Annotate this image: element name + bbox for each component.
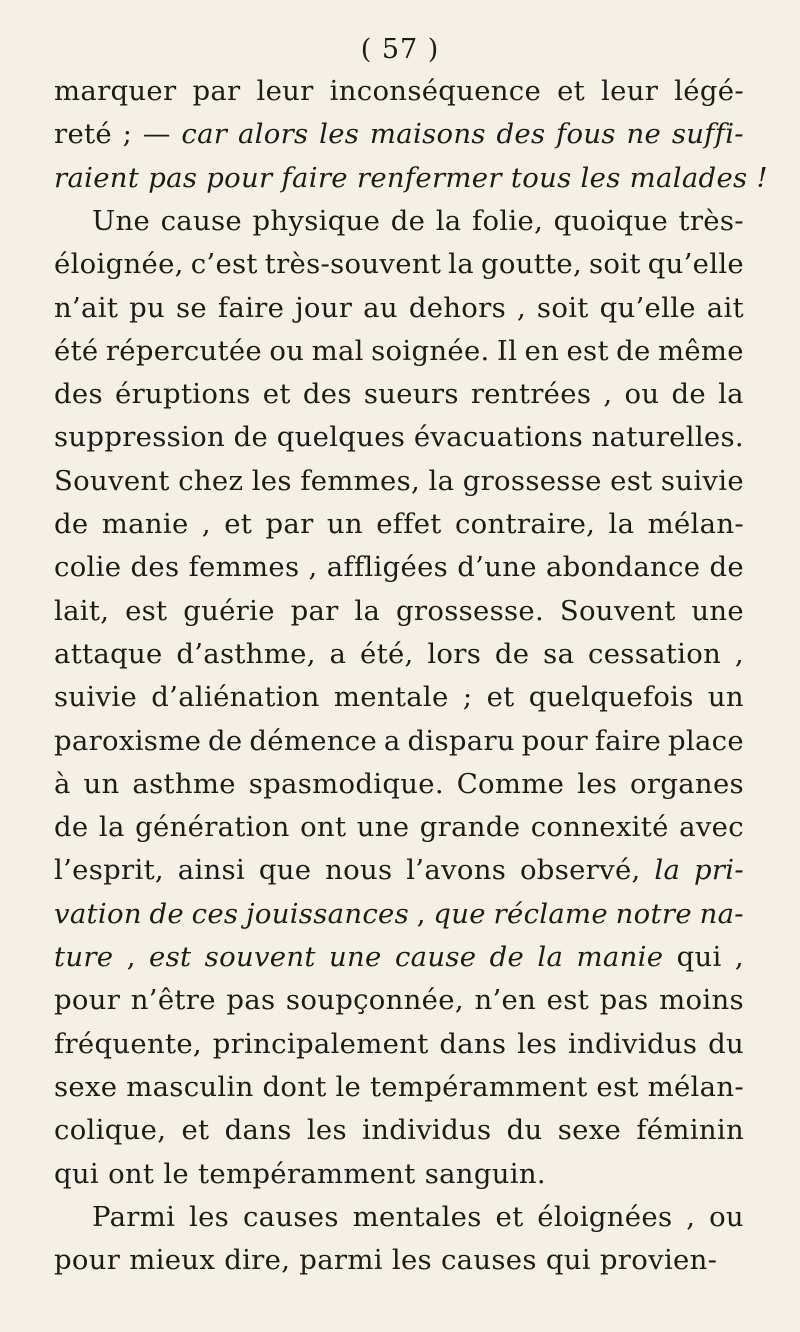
italic-word: car [181, 118, 228, 151]
italic-word: est [149, 941, 192, 973]
word: soignée. [371, 334, 490, 367]
word: effet [376, 508, 442, 540]
word: et [486, 681, 515, 714]
word: de [671, 378, 706, 411]
word: au [363, 291, 398, 324]
word: pour [521, 724, 588, 757]
word: dans [224, 1114, 292, 1147]
word: que [258, 854, 312, 887]
italic-word: notre [615, 897, 692, 930]
italic-word: raient [54, 161, 149, 194]
italic-word: la [654, 854, 681, 887]
italic-word: na- [699, 897, 744, 930]
word: tempéramment [198, 1157, 425, 1190]
word: fréquente, [54, 1027, 202, 1060]
italic-word: malades [629, 161, 757, 194]
word: individus [362, 1114, 492, 1147]
word: tempéramment [369, 1070, 588, 1103]
word: mentale [333, 681, 449, 714]
text-line [54, 1114, 744, 1147]
word: la [608, 508, 635, 540]
word: grossesse. [395, 594, 545, 627]
word: une [691, 594, 744, 627]
italic-word: ! [756, 161, 768, 194]
word: disparu [407, 724, 515, 757]
word: attaque [54, 637, 163, 670]
word: a [383, 724, 401, 757]
word: , [516, 291, 526, 324]
word: le [335, 1070, 362, 1103]
word: Il [496, 334, 518, 367]
word: mal [311, 334, 364, 367]
italic-word: la [537, 941, 564, 973]
word: , [308, 551, 318, 584]
word: individus [567, 1027, 698, 1060]
word: des [302, 378, 352, 411]
word: été, [360, 637, 414, 670]
word: colique, [54, 1114, 167, 1147]
italic-word: réclame [493, 897, 609, 930]
word: pu [129, 291, 166, 324]
word: la [448, 248, 474, 281]
word: et [181, 1114, 210, 1147]
text-line [54, 248, 744, 281]
text-line [54, 291, 744, 324]
text-line [54, 1070, 744, 1103]
word: Une [92, 204, 151, 237]
word: contraire, [454, 508, 596, 540]
word: pour [54, 984, 121, 1017]
word: ont [300, 811, 347, 844]
word: colie [54, 551, 122, 584]
word: de [709, 551, 744, 584]
word: est [596, 1070, 639, 1103]
word: moins [659, 984, 744, 1017]
word: ; [122, 118, 133, 151]
word: les [189, 1200, 230, 1233]
word: place [667, 724, 744, 757]
text-line [54, 811, 744, 844]
word: femmes, [300, 464, 421, 497]
word: la [428, 464, 455, 497]
word: leur [256, 75, 314, 107]
word: , [734, 637, 744, 670]
word: les [517, 1027, 558, 1060]
italic-word: pri- [693, 854, 744, 887]
word: lait, [54, 594, 110, 627]
word: répercutée [105, 334, 263, 367]
word: — [142, 118, 171, 151]
word: Comme [456, 767, 565, 800]
word: très-souvent [264, 248, 442, 281]
word: n’ait [54, 291, 119, 324]
word: et [557, 75, 586, 107]
word: causes [242, 1200, 339, 1233]
word: un [326, 508, 363, 540]
word: suppression [54, 421, 226, 454]
word: très- [678, 204, 744, 237]
word: les [391, 1244, 441, 1277]
italic-word: cause [394, 941, 477, 973]
word: manie [101, 508, 189, 540]
word: l’esprit, [54, 854, 164, 887]
word: suivie [54, 681, 138, 714]
word: la [354, 594, 381, 627]
word: de [208, 724, 243, 757]
text-line [54, 508, 744, 540]
text-line [54, 334, 744, 367]
word: les [306, 1114, 347, 1147]
word: sexe [54, 1070, 118, 1103]
word: même [657, 334, 744, 367]
word: , [416, 897, 426, 930]
word: , [201, 508, 211, 540]
word: grande [419, 811, 521, 844]
italic-word: fous [556, 118, 616, 151]
word: les [577, 767, 618, 800]
italic-word: tous [510, 161, 581, 194]
italic-word: renfermer [356, 161, 511, 194]
word: suivie [660, 464, 744, 497]
text-line [54, 464, 744, 497]
word: de [233, 421, 269, 454]
text-line [54, 118, 744, 151]
word: qui [676, 941, 722, 973]
italic-word: les [580, 161, 630, 194]
word: ou [269, 334, 305, 367]
word: naturelles. [591, 421, 744, 454]
word: reté [54, 118, 112, 151]
word: cessation [588, 637, 722, 670]
word: l’avons [406, 854, 507, 887]
word: dont [262, 1070, 327, 1103]
italic-word: ne [626, 118, 662, 151]
word: folie, [472, 204, 544, 237]
text-line [54, 681, 744, 714]
word: , [603, 378, 613, 411]
word: parmi [299, 1244, 392, 1277]
text-line [54, 378, 744, 411]
italic-word: ture [54, 941, 114, 973]
word: qu’elle [599, 291, 696, 324]
word: pas [599, 984, 649, 1017]
word: qu’elle [647, 248, 744, 281]
italic-word: des [496, 118, 546, 151]
word: et [262, 378, 291, 411]
italic-word: jouissances [246, 897, 410, 930]
word: dans [439, 1027, 507, 1060]
text-line [92, 1200, 744, 1233]
word: le [163, 1157, 199, 1190]
text-line [54, 75, 744, 107]
word: est [566, 334, 609, 367]
word: avec [679, 811, 744, 844]
italic-word: suffi- [671, 118, 744, 151]
word: mélan- [647, 1070, 744, 1103]
word: est [546, 984, 589, 1017]
italic-word: pas [148, 161, 207, 194]
word: femmes [188, 551, 300, 584]
word: observé, [519, 854, 641, 887]
italic-word: vation [54, 897, 142, 930]
word: un [707, 681, 744, 714]
word: ou [624, 378, 660, 411]
word: , [126, 941, 136, 973]
word: spasmodique. [248, 767, 444, 800]
word: Souvent [559, 594, 676, 627]
word: de [54, 811, 89, 844]
word: organes [630, 767, 744, 800]
word: et [224, 508, 253, 540]
word: provien- [599, 1244, 718, 1277]
word: dire, [224, 1244, 300, 1277]
word: un [83, 767, 120, 800]
word: en [524, 334, 560, 367]
word: , [734, 941, 744, 973]
word: Parmi [92, 1200, 176, 1233]
word: une [356, 811, 410, 844]
italic-word: maisons [369, 118, 486, 151]
word: c’est [190, 248, 258, 281]
word: affligées [326, 551, 449, 584]
word: évacuations [413, 421, 584, 454]
word: sueurs [363, 378, 459, 411]
text-line [92, 204, 744, 237]
word: , [686, 1200, 696, 1233]
text-line [54, 594, 744, 627]
word: sanguin. [424, 1157, 546, 1190]
word: soit [536, 291, 589, 324]
italic-word: de [489, 941, 525, 973]
italic-word: alors [237, 118, 309, 151]
word: la [98, 811, 125, 844]
text-line [54, 984, 744, 1017]
text-line [54, 637, 744, 670]
word: quoique [553, 204, 669, 237]
word: connexité [530, 811, 669, 844]
italic-word: pour [206, 161, 282, 194]
text-line [54, 897, 744, 930]
word: par [192, 75, 241, 107]
word: été [54, 334, 99, 367]
word: par [265, 508, 314, 540]
word: lors [427, 637, 482, 670]
word: goutte, [480, 248, 583, 281]
word: éloignée, [54, 248, 184, 281]
word: d’asthme, [176, 637, 316, 670]
word: de [390, 204, 426, 237]
word: éruptions [115, 378, 251, 411]
word: soupçonnée, [285, 984, 464, 1017]
italic-word: une [329, 941, 382, 973]
word: quelquefois [528, 681, 694, 714]
word: paroxisme [54, 724, 202, 757]
word: qui [54, 1157, 109, 1190]
italic-word: manie [576, 941, 664, 973]
word: pour [54, 1244, 130, 1277]
text-line [54, 941, 744, 973]
text-line [54, 1244, 744, 1277]
text-line [54, 854, 744, 887]
word: d’une [457, 551, 537, 584]
word: asthme [132, 767, 236, 800]
word: la [718, 378, 744, 411]
word: n’être [130, 984, 216, 1017]
word: de [54, 508, 89, 540]
word: des [54, 378, 103, 411]
page-number: ( 57 ) [360, 34, 440, 65]
word: mélan- [647, 508, 744, 540]
word: mentales [352, 1200, 482, 1233]
word: ait [706, 291, 744, 324]
word: du [506, 1114, 543, 1147]
word: faire [217, 291, 285, 324]
word: Souvent [54, 464, 170, 497]
word: grossesse [462, 464, 602, 497]
word: faire [594, 724, 662, 757]
italic-word: faire [281, 161, 357, 194]
word: légé- [674, 75, 744, 107]
word: ont [108, 1157, 164, 1190]
word: leur [601, 75, 659, 107]
text-line [54, 161, 768, 194]
word: chez [178, 464, 244, 497]
word: soit [589, 248, 641, 281]
word: qui [545, 1244, 600, 1277]
word: dehors [408, 291, 507, 324]
word: à [54, 767, 71, 800]
italic-word: les [319, 118, 360, 151]
word: ainsi [177, 854, 246, 887]
word: abondance [545, 551, 701, 584]
word: se [175, 291, 207, 324]
word: principalement [212, 1027, 429, 1060]
italic-word: que [433, 897, 486, 930]
word: de [494, 637, 530, 670]
word: éloignées [537, 1200, 673, 1233]
word: les [251, 464, 292, 497]
word: n’en [474, 984, 537, 1017]
text-line [54, 767, 744, 800]
word: de [616, 334, 651, 367]
italic-word: de [149, 897, 184, 930]
word: nous [325, 854, 393, 887]
word: a [329, 637, 347, 670]
word: pas [226, 984, 276, 1017]
word: est [610, 464, 653, 497]
word: la [435, 204, 462, 237]
word: inconséquence [329, 75, 542, 107]
word: ou [709, 1200, 744, 1233]
word: génération [135, 811, 290, 844]
word: jour [295, 291, 353, 324]
word: causes [440, 1244, 546, 1277]
word: ; [462, 681, 473, 714]
word: du [708, 1027, 744, 1060]
text-line [54, 421, 744, 454]
word: des [130, 551, 180, 584]
word: démence [249, 724, 378, 757]
text-line [54, 1157, 744, 1190]
italic-word: souvent [204, 941, 316, 973]
word: et [495, 1200, 524, 1233]
word: sexe [557, 1114, 622, 1147]
word: mieux [129, 1244, 225, 1277]
word: masculin [126, 1070, 254, 1103]
word: guérie [183, 594, 275, 627]
text-line [54, 724, 744, 757]
word: physique [252, 204, 381, 237]
word: rentrées [470, 378, 592, 411]
word: marquer [54, 75, 177, 107]
italic-word: ces [191, 897, 239, 930]
text-line [54, 551, 744, 584]
word: est [125, 594, 168, 627]
word: par [290, 594, 339, 627]
word: d’aliénation [151, 681, 320, 714]
text-line [54, 1027, 744, 1060]
word: quelques [276, 421, 406, 454]
word: cause [160, 204, 242, 237]
word: féminin [636, 1114, 744, 1147]
word: sa [543, 637, 575, 670]
